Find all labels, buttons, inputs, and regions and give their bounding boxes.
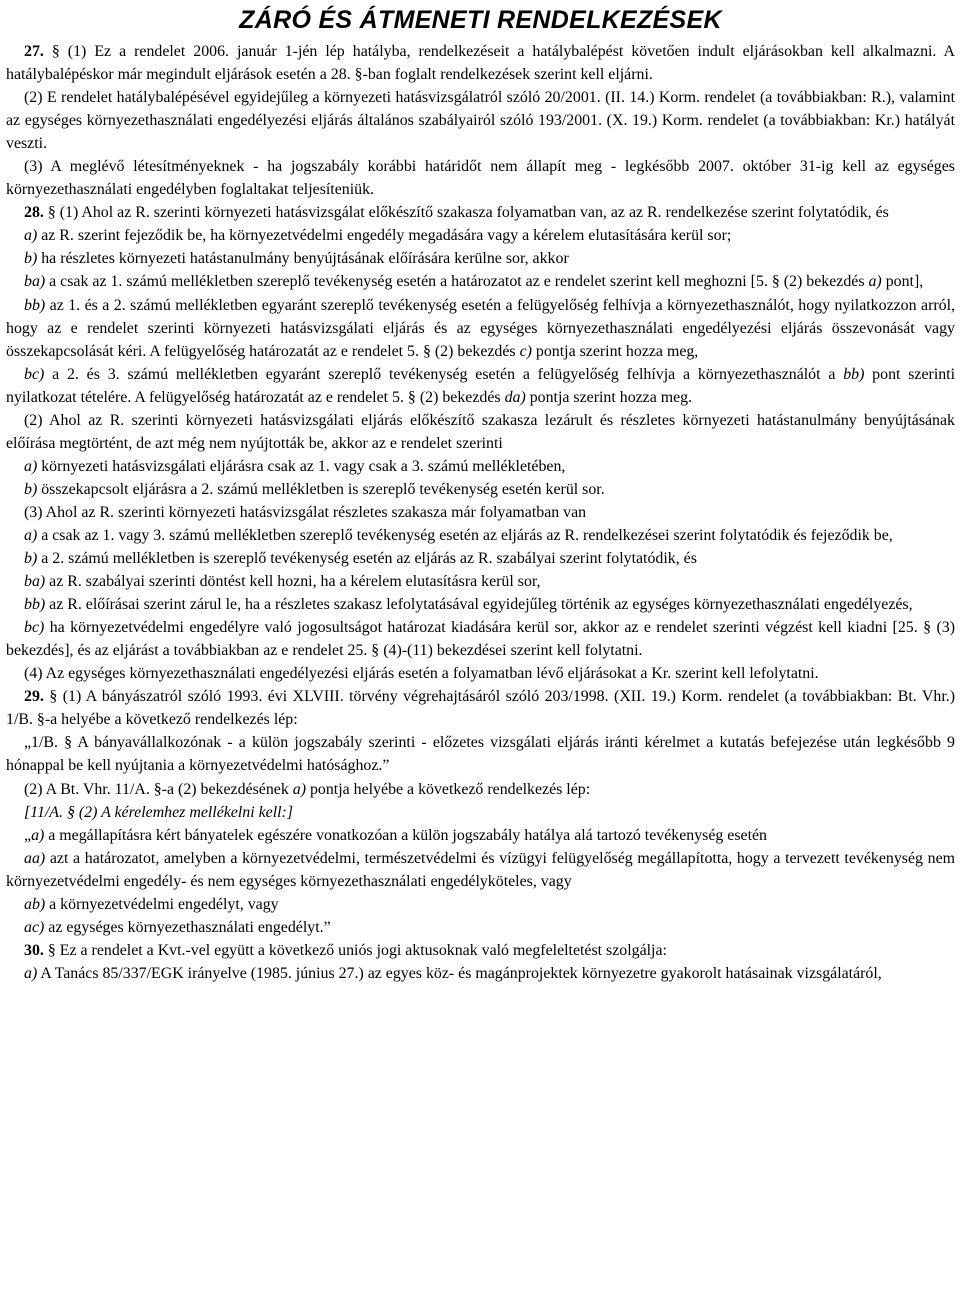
point-a	[6, 455, 955, 478]
point-aa	[6, 847, 955, 893]
page-title: ZÁRÓ ÉS ÁTMENETI RENDELKEZÉSEK	[239, 6, 722, 34]
section-number: 27.	[24, 43, 44, 60]
point-bc	[6, 363, 955, 409]
point-a	[6, 824, 955, 847]
point-a	[6, 524, 955, 547]
paragraph-28-1	[6, 201, 955, 224]
point-marker: b)	[24, 480, 38, 498]
point-marker: bc)	[24, 619, 45, 637]
point-marker: a)	[868, 273, 882, 291]
point-marker: ac)	[24, 918, 45, 936]
point-marker: a)	[24, 457, 38, 475]
paragraph-29-1	[6, 685, 955, 731]
point-marker: aa)	[24, 849, 46, 867]
point-marker: b)	[24, 550, 38, 568]
point-b	[6, 478, 955, 501]
opening-quote: „	[24, 826, 32, 844]
paragraph-text: pontja helyébe a következő rendelkezés lép:	[306, 780, 591, 798]
paragraph-text: ha környezetvédelmi engedélyre való jogosultságot határozat kiadására kerül sor, akkor az e rendelet szerinti végzést kell kiadni [25. § (3) bekezdés], és az eljárást a továbbiakban az e rendelet 25. § (4)-(11) bekezdései szerint kell folytatni.	[6, 619, 955, 660]
paragraph-27-2: (2) E rendelet hatálybalépésével egyidejűleg a környezeti hatásvizsgálatról szóló 20/2001. (II. 14.) Korm. rendelet (a továbbiakban: R.), valamint az egységes környezethasználati engedélyezési eljárás általános szabályairól szóló 193/2001. (X. 19.) Korm. rendelet (a továbbiakban: Kr.) hatályát veszti.	[6, 89, 955, 153]
bracketed-text: [11/A. § (2) A kérelemhez mellékelni kell:]	[24, 803, 294, 821]
paragraph-27-1	[6, 40, 955, 86]
point-marker: ba)	[24, 273, 46, 291]
paragraph-text: a 2. és 3. számú mellékletben egyaránt szereplő tevékenység esetén a felügyelőség felhívja a környezethasználót a	[44, 365, 844, 383]
point-marker: c)	[519, 342, 532, 360]
point-marker: a)	[24, 526, 38, 544]
point-marker: bb)	[24, 296, 46, 314]
point-b	[6, 547, 955, 570]
paragraph-text: a csak az 1. számú mellékletben szereplő tevékenység esetén a határozatot az e rendelet szerint kell meghozni [5. § (2) bekezdés	[45, 273, 869, 291]
point-marker: bb)	[843, 365, 865, 383]
point-marker: bb)	[24, 596, 46, 614]
point-marker: a)	[24, 964, 38, 982]
paragraph-text: környezeti hatásvizsgálati eljárásra csak az 1. vagy csak a 3. számú mellékletében,	[37, 457, 566, 475]
point-ba	[6, 270, 955, 293]
point-marker: a)	[31, 826, 45, 844]
point-bb	[6, 294, 955, 363]
point-a	[6, 224, 955, 247]
point-a	[6, 962, 955, 985]
paragraph-text: (2) A Bt. Vhr. 11/A. §-a (2) bekezdésének	[24, 780, 293, 798]
bracketed-context	[6, 801, 955, 824]
point-bb	[6, 593, 955, 616]
paragraph-text: az R. szerint fejeződik be, ha környezetvédelmi engedély megadására vagy a kérelem elutasítására kerül sor;	[37, 227, 732, 245]
paragraph-text: összekapcsolt eljárásra a 2. számú mellékletben is szereplő tevékenység esetén kerül sor.	[37, 480, 605, 498]
paragraph-29-2	[6, 778, 955, 801]
paragraph-text: § Ez a rendelet a Kvt.-vel együtt a következő uniós jogi aktusoknak való megfeleltetést szolgálja:	[43, 941, 667, 959]
paragraph-text: pont szerinti nyilatkozat tételére. A felügyelőség határozatát az e rendelet 5. § (2) bekezdés	[6, 365, 956, 406]
paragraph-text: a környezetvédelmi engedélyt, vagy	[45, 895, 279, 913]
paragraph-text: az 1. és a 2. számú mellékletben egyaránt szereplő tevékenység esetén a felügyelőség felhívja a környezethasználót, hogy nyilatkozzon arról, hogy az e rendelet szerinti környezeti hatásvizsgálati eljárás és az egységes környezethasználati engedélyezési eljárás összevonását vagy összekapcsolását kéri. A felügyelőség határozatát az e rendelet 5. § (2) bekezdés	[6, 296, 955, 360]
paragraph-text: ha részletes környezeti hatástanulmány benyújtásának előírására kerülne sor, akkor	[37, 250, 569, 268]
point-marker: ab)	[24, 895, 46, 913]
point-marker: ba)	[24, 573, 46, 591]
paragraph-text: a csak az 1. vagy 3. számú mellékletben szereplő tevékenység esetén az eljárás az R. rendelkezései szerint folytatódik és fejeződik be,	[37, 526, 893, 544]
paragraph-30	[6, 939, 955, 962]
point-marker: a)	[292, 780, 306, 798]
section-number: 29.	[24, 688, 44, 706]
paragraph-27-3: (3) A meglévő létesítményeknek - ha jogszabály korábbi határidőt nem állapít meg - legkésőbb 2007. október 31-ig kell az egységes környezethasználati engedélyben foglaltakat teljesíteniük.	[6, 158, 955, 199]
point-marker: a)	[24, 227, 38, 245]
paragraph-text: azt a határozatot, amelyben a környezetvédelmi, természetvédelmi és vízügyi felügyelőség megállapította, hogy a tervezett tevékenység nem környezetvédelmi engedély- és nem egységes környezethasználati engedélyköteles, vagy	[6, 849, 955, 890]
paragraph-28-2: (2) Ahol az R. szerinti környezeti hatásvizsgálati eljárás előkészítő szakasza lezárult és részletes környezeti hatástanulmány benyújtásának előírása megtörtént, de azt még nem nyújtották be, akkor az e rendelet szerinti	[6, 411, 955, 452]
point-b	[6, 247, 955, 270]
point-marker: b)	[24, 250, 38, 268]
paragraph-text: a 2. számú mellékletben is szereplő tevékenység esetén az eljárás az R. szabályai szerint folytatódik, és	[37, 550, 697, 568]
paragraph-text: az egységes környezethasználati engedélyt.”	[44, 918, 331, 936]
paragraph-text: az R. előírásai szerint zárul le, ha a részletes szakasz lefolytatásával egyidejűleg történik az egységes környezethasználati engedélyezés,	[45, 596, 913, 614]
point-ab	[6, 893, 955, 916]
section-number: 30.	[24, 941, 44, 959]
quoted-provision-1b: „1/B. § A bányavállalkozónak - a külön jogszabály szerinti - előzetes vizsgálati eljárás iránti kérelmet a kutatás befejezése után legkésőbb 9 hónappal be kell nyújtania a környezetvédelmi hatósághoz.”	[6, 734, 955, 775]
paragraph-text: § (1) Ez a rendelet 2006. január 1-jén lép hatályba, rendelkezéseit a hatálybalépést követően indult eljárásokban kell alkalmazni. A hatálybalépéskor már megindult eljárások esetén a 28. §-ban foglalt rendelkezések szerint kell eljárni.	[6, 43, 955, 84]
section-number: 28.	[24, 204, 44, 222]
point-ac	[6, 916, 955, 939]
paragraph-28-3: (3) Ahol az R. szerinti környezeti hatásvizsgálat részletes szakasza már folyamatban van	[24, 503, 587, 521]
paragraph-text: pont],	[881, 273, 924, 291]
point-marker: bc)	[24, 365, 45, 383]
point-ba	[6, 570, 955, 593]
paragraph-text: az R. szabályai szerinti döntést kell hozni, ha a kérelem elutasításra kerül sor,	[45, 573, 541, 591]
paragraph-text: § (1) A bányászatról szóló 1993. évi XLVIII. törvény végrehajtásáról szóló 203/1998. (XII. 19.) Korm. rendelet (a továbbiakban: Bt. Vhr.) 1/B. §-a helyébe a következő rendelkezés lép:	[6, 688, 955, 729]
paragraph-text: § (1) Ahol az R. szerinti környezeti hatásvizsgálat előkészítő szakasza folyamatban van, az az R. rendelkezése szerint folytatódik, és	[43, 204, 889, 222]
paragraph-text: pontja szerint hozza meg.	[525, 388, 693, 406]
paragraph-text: A Tanács 85/337/EGK irányelve (1985. június 27.) az egyes köz- és magánprojektek környezetre gyakorolt hatásainak vizsgálatáról,	[37, 964, 882, 982]
paragraph-text: a megállapításra kért bányatelek egészére vonatkozóan a külön jogszabály hatálya alá tartozó tevékenység esetén	[44, 826, 768, 844]
point-marker: da)	[504, 388, 526, 406]
point-bc	[6, 616, 955, 662]
paragraph-28-4: (4) Az egységes környezethasználati engedélyezési eljárás esetén a folyamatban lévő eljárásokat a Kr. szerint kell lefolytatni.	[24, 665, 819, 683]
paragraph-text: pontja szerint hozza meg,	[531, 342, 699, 360]
